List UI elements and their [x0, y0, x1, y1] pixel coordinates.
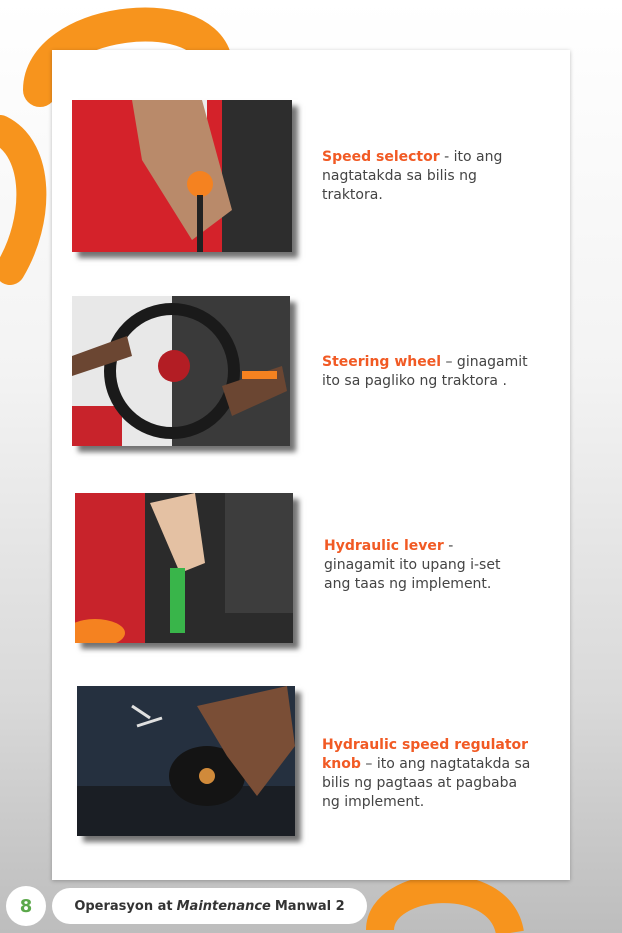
footer-title	[52, 888, 367, 924]
photo-steering-wheel	[72, 296, 290, 446]
footer-title-part1: Operasyon at	[74, 898, 173, 914]
footer-title-part2: Manwal 2	[274, 898, 345, 914]
photo-speed-selector	[72, 100, 292, 252]
description-hydraulic-speed-knob	[322, 736, 537, 812]
footer-title-italic: Maintenance	[176, 898, 271, 914]
term-label: Speed selector	[322, 149, 440, 165]
term-description: - ginagamit ito upang i-set ang taas ng implement.	[324, 538, 501, 592]
description-steering-wheel	[322, 353, 542, 391]
term-label: Hydraulic lever	[324, 538, 444, 554]
page-number: 8	[6, 886, 46, 926]
term-description: – ito ang nagtatakda sa bilis ng pagtaas at pagbaba ng implement.	[322, 756, 531, 810]
description-speed-selector	[322, 148, 542, 205]
photo-hydraulic-lever	[75, 493, 293, 643]
term-label: Steering wheel	[322, 354, 442, 370]
term-description: – ginagamit ito sa pagliko ng traktora .	[322, 354, 528, 389]
photo-hydraulic-speed-knob	[77, 686, 295, 836]
term-description: - ito ang nagtatakda sa bilis ng traktora.	[322, 149, 503, 203]
term-label: Hydraulic speed regulator knob	[322, 737, 529, 772]
description-hydraulic-lever	[324, 537, 524, 594]
